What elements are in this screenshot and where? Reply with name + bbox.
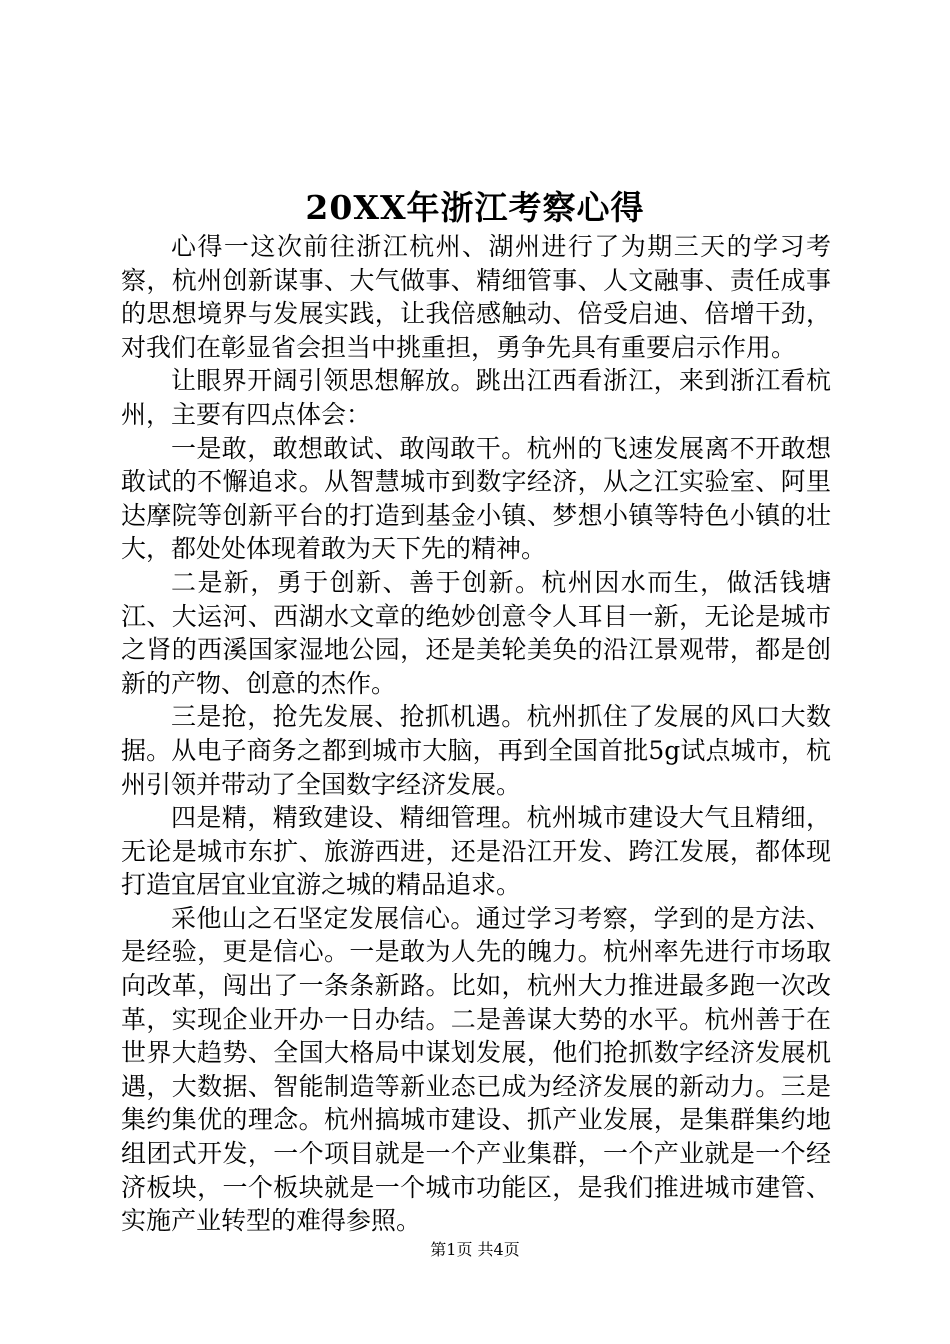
paragraph: 让眼界开阔引领思想解放。跳出江西看浙江，来到浙江看杭州，主要有四点体会：: [121, 366, 831, 429]
paragraph: 采他山之石坚定发展信心。通过学习考察，学到的是方法、是经验，更是信心。一是敢为人先的魄力。杭州率先进行市场取向改革，闯出了一条条新路。比如，杭州大力推进最多跑一次改革，实现企业开办一日办结。二是善谋大势的水平。杭州善于在世界大趋势、全国大格局中谋划发展，他们抢抓数字经济发展机遇，大数据、智能制造等新业态已成为经济发展的新动力。三是集约集优的理念。杭州搞城市建设、抓产业发展，是集群集约地组团式开发，一个项目就是一个产业集群，一个产业就是一个经济板块，一个板块就是一个城市功能区，是我们推进城市建管、实施产业转型的难得参照。: [121, 903, 831, 1236]
document-title: 20XX年浙江考察心得: [305, 188, 645, 227]
paragraph: 二是新，勇于创新、善于创新。杭州因水而生，做活钱塘江、大运河、西湖水文章的绝妙创意令人耳目一新，无论是城市之肾的西溪国家湿地公园，还是美轮美奂的沿江景观带，都是创新的产物、创意的杰作。: [121, 567, 831, 698]
document-body: [121, 230, 831, 1238]
paragraph: 三是抢，抢先发展、抢抓机遇。杭州抓住了发展的风口大数据。从电子商务之都到城市大脑，再到全国首批5g试点城市，杭州引领并带动了全国数字经济发展。: [121, 702, 831, 799]
paragraph: 一是敢，敢想敢试、敢闯敢干。杭州的飞速发展离不开敢想敢试的不懈追求。从智慧城市到数字经济，从之江实验室、阿里达摩院等创新平台的打造到基金小镇、梦想小镇等特色小镇的壮大，都处处体现着敢为天下先的精神。: [121, 433, 831, 564]
paragraph: 四是精，精致建设、精细管理。杭州城市建设大气且精细，无论是城市东扩、旅游西进，还是沿江开发、跨江发展，都体现打造宜居宜业宜游之城的精品追求。: [121, 803, 831, 900]
page-number-footer: 第1页 共4页: [430, 1240, 520, 1259]
paragraph: 心得一这次前往浙江杭州、湖州进行了为期三天的学习考察，杭州创新谋事、大气做事、精细管事、人文融事、责任成事的思想境界与发展实践，让我倍感触动、倍受启迪、倍增干劲，对我们在彰显省会担当中挑重担，勇争先具有重要启示作用。: [121, 232, 831, 362]
